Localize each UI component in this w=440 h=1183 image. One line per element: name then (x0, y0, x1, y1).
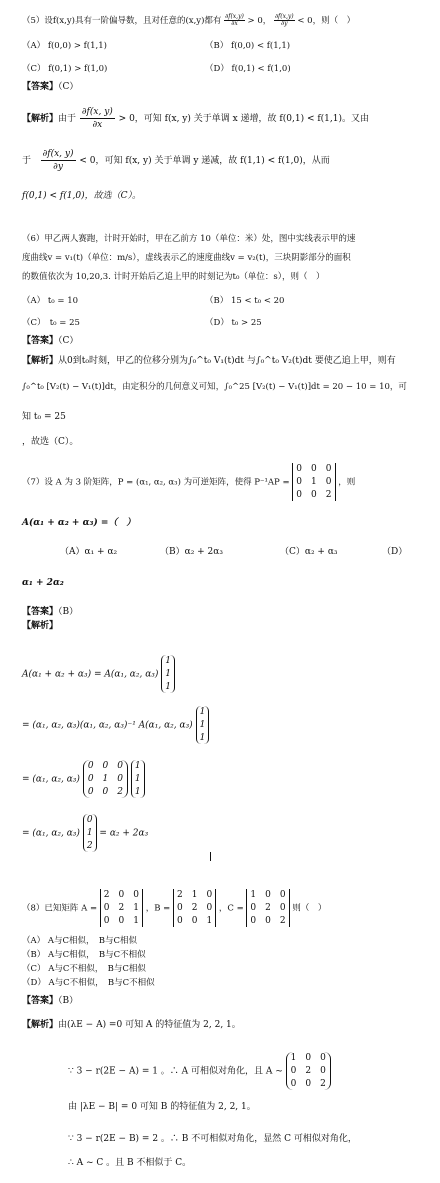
matrix-cell: 2 (305, 1066, 312, 1077)
q7-eq2-lhs: = (α₁, α₂, α₃)(α₁, α₂, α₃)⁻¹ A(α₁, α₂, α₃) (22, 720, 193, 731)
q5-analysis-2a: 于 (22, 156, 32, 167)
vector-cell: 0 (86, 815, 93, 825)
q5-cond2 (274, 14, 295, 27)
matrix-cell: 0 (290, 1066, 297, 1077)
q5-cond1-den: ∂x (231, 20, 238, 27)
vector-cell: 2 (86, 841, 93, 852)
q7-eq1 (22, 655, 175, 693)
q6-analysis-line3: 知 t₀ = 25 (22, 412, 66, 422)
matrix-cell: 0 (279, 903, 286, 914)
matrix-cell: 0 (265, 890, 271, 900)
matrix-cell: 0 (320, 1066, 326, 1077)
matrix-cell: 2 (279, 916, 286, 927)
matrix-cell: 0 (290, 1079, 297, 1090)
q5-analysis-frac1 (80, 106, 115, 131)
q7-eq1-lhs: A(α₁ + α₂ + α₃) = A(α₁, α₂, α₃) (22, 669, 159, 680)
matrix-cell: 1 (191, 890, 198, 900)
matrix-cell: 0 (206, 890, 213, 900)
q7-eq3-lhs: = (α₁, α₂, α₃) (22, 774, 80, 785)
q8-answer-value: （B） (58, 996, 79, 1006)
q7-option-d-value: α₁ + 2α₂ (22, 578, 64, 588)
q5-frac1-num: ∂f(x, y) (80, 106, 115, 119)
q8-analysis-line3: 由 |λE − B| = 0 可知 B 的特征值为 2, 2, 1。 (68, 1102, 256, 1112)
q5-answer (0, 81, 440, 93)
matrix-cell: 0 (311, 490, 317, 501)
matrix-cell: 1 (102, 774, 109, 785)
q7-option-a: （A）α₁ + α₂ (60, 547, 118, 557)
q5-analysis-line2 (0, 148, 440, 173)
q7-ones-vector-2 (196, 706, 210, 744)
q6-analysis-line1 (0, 355, 440, 367)
text-cursor (210, 852, 211, 861)
matrix-cell: 1 (206, 916, 213, 927)
matrix-cell: 0 (103, 916, 110, 927)
matrix-cell: 0 (117, 761, 124, 771)
q5-cond2-num: ∂f(x,y) (274, 13, 294, 20)
q5-frac2-den: ∂y (53, 162, 63, 173)
q8-stem-b: ，B = (145, 903, 171, 914)
q8-analysis-line4: ∵ 3 − r(2E − B) = 2 。∴ B 不可相似对角化，显然 C 可相似对角化， (68, 1134, 357, 1144)
q7-stem-text: （7）设 A 为 3 阶矩阵，P = (α₁, α₂, α₃) 为可逆矩阵，使得 P⁻¹AP = (22, 477, 290, 488)
vector-cell: 1 (165, 682, 171, 693)
q8-analysis-2a: ∵ 3 − r(2E − A) = 1 。∴ A 可相似对角化，且 A ~ (68, 1066, 283, 1077)
vector-cell: 1 (86, 828, 93, 839)
q7-ones-vector (161, 655, 175, 693)
vector-cell: 1 (199, 733, 206, 744)
q7-eq4 (22, 814, 148, 852)
matrix-cell: 0 (206, 903, 213, 914)
q8-analysis-line2 (68, 1052, 331, 1090)
vector-cell: 1 (134, 787, 141, 798)
matrix-cell: 0 (305, 1079, 312, 1090)
q5-frac1-den: ∂x (92, 120, 103, 131)
q5-option-a: （A） f(0,0) > f(1,1) (22, 41, 107, 51)
matrix-cell: 2 (117, 787, 124, 798)
q5-frac2-num: ∂f(x, y) (41, 148, 76, 161)
q7-result-vector (83, 814, 97, 852)
vector-cell: 1 (134, 761, 141, 771)
matrix-cell: 0 (117, 774, 124, 785)
q7-answer-label: 【答案】 (22, 607, 59, 617)
q6-option-c: （C） t₀ = 25 (22, 318, 80, 328)
matrix-cell: 2 (103, 890, 110, 900)
q8-option-b: （B） A与C相似， B与C不相似 (22, 950, 146, 960)
matrix-cell: 0 (102, 761, 109, 771)
q5-cond2-rel: < 0，则（ ） (297, 16, 356, 26)
q6-stem-3: 的数值依次为 10,20,3. 计时开始后乙追上甲的时刻记为t₀（单位：s），则（ ） (22, 272, 325, 282)
vector-cell: 1 (199, 707, 206, 717)
q6-option-d: （D） t₀ > 25 (205, 318, 262, 328)
q8-analysis-1: 由(λE − A) =0 可知 A 的特征值为 2, 2, 1。 (58, 1020, 241, 1030)
q5-analysis-1b: > 0，可知 f(x, y) 关于单调 x 递增，故 f(0,1) < f(1,1)。又由 (118, 114, 370, 125)
q8-option-a: （A） A与C相似， B与C相似 (22, 936, 137, 946)
q5-answer-value: （C） (58, 82, 79, 92)
q5-cond2-den: ∂y (281, 20, 288, 27)
q6-answer (0, 335, 440, 347)
q8-analysis-line5: ∴ A ~ C 。且 B 不相似于 C。 (68, 1158, 192, 1168)
matrix-cell: 0 (296, 490, 303, 501)
q5-cond1-rel: > 0， (247, 16, 272, 26)
q5-cond1 (224, 14, 245, 27)
q7-answer-value: （B） (58, 607, 79, 617)
matrix-cell: 2 (191, 903, 198, 914)
q7-diag-matrix (83, 760, 128, 798)
q8-answer-label: 【答案】 (22, 996, 59, 1006)
matrix-cell: 0 (133, 890, 139, 900)
q5-analysis-1a: 由于 (58, 114, 77, 125)
q7-stem-tail: ，则 (338, 477, 356, 488)
vector-cell: 1 (199, 720, 206, 731)
matrix-cell: 2 (118, 903, 125, 914)
q5-option-c: （C） f(0,1) > f(1,0) (22, 64, 108, 74)
q6-option-b: （B） 15 < t₀ < 20 (205, 296, 285, 306)
matrix-cell: 0 (311, 464, 317, 474)
matrix-cell: 2 (325, 490, 332, 501)
q8-option-c: （C） A与C不相似， B与C相似 (22, 964, 146, 974)
matrix-cell: 0 (250, 916, 257, 927)
matrix-cell: 0 (305, 1053, 312, 1063)
q5-analysis-2b: < 0，可知 f(x, y) 关于单调 y 递减，故 f(1,1) < f(1,0)，从而 (79, 156, 330, 167)
matrix-cell: 0 (118, 890, 125, 900)
q5-analysis-label: 【解析】 (22, 114, 59, 125)
q8-diag-a-matrix (286, 1052, 331, 1090)
q5-analysis-line3: f(0,1) < f(1,0)，故选（C）。 (22, 191, 141, 201)
q6-analysis-label: 【解析】 (22, 356, 59, 366)
q7-stem-matrix (292, 463, 335, 501)
q8-answer (0, 995, 440, 1007)
q7-ones-vector-3 (131, 760, 145, 798)
q7-eq4-lhs: = (α₁, α₂, α₃) (22, 828, 80, 839)
q7-option-c: （C）α₂ + α₃ (280, 547, 338, 557)
matrix-cell: 0 (320, 1053, 326, 1063)
q7-eq4-rhs: = α₂ + 2α₃ (99, 828, 149, 839)
matrix-cell: 0 (191, 916, 198, 927)
matrix-cell: 0 (87, 761, 94, 771)
matrix-cell: 0 (87, 787, 94, 798)
q5-option-d: （D） f(0,1) < f(1,0) (205, 64, 291, 74)
matrix-cell: 0 (102, 787, 109, 798)
q5-analysis-frac2 (41, 148, 76, 173)
q6-answer-label: 【答案】 (22, 336, 59, 346)
matrix-cell: 1 (133, 916, 139, 927)
q6-analysis-1: 从0到t₀时刻，甲乙的位移分别为∫₀^t₀ V₁(t)dt 与∫₀^t₀ V₂(t)dt 要使乙追上甲，则有 (58, 356, 396, 366)
q8-option-d: （D） A与C不相似， B与C不相似 (22, 978, 155, 988)
q8-matrix-a (100, 889, 143, 927)
q7-stem (0, 463, 440, 501)
q8-matrix-c (246, 889, 289, 927)
matrix-cell: 0 (325, 464, 332, 474)
matrix-cell: 2 (176, 890, 183, 900)
matrix-cell: 0 (176, 903, 183, 914)
matrix-cell: 0 (296, 477, 303, 488)
q5-cond1-num: ∂f(x,y) (225, 13, 244, 20)
matrix-cell: 0 (118, 916, 125, 927)
matrix-cell: 0 (176, 916, 183, 927)
q5-answer-label: 【答案】 (22, 82, 59, 92)
q8-analysis-label: 【解析】 (22, 1020, 59, 1030)
matrix-cell: 0 (250, 903, 257, 914)
vector-cell: 1 (165, 669, 171, 680)
matrix-cell: 1 (290, 1053, 297, 1063)
matrix-cell: 1 (250, 890, 257, 900)
matrix-cell: 2 (265, 903, 271, 914)
q8-stem (0, 889, 440, 927)
matrix-cell: 0 (296, 464, 303, 474)
q5-analysis-line1 (0, 106, 440, 131)
q8-stem-c: ，C = (218, 903, 244, 914)
q8-analysis-line1 (0, 1019, 440, 1031)
q7-stem-2: A(α₁ + α₂ + α₃) =（ ） (22, 518, 136, 528)
q6-analysis-line4: ，故选（C）。 (22, 437, 79, 447)
matrix-cell: 1 (133, 903, 139, 914)
q7-option-d: （D） (382, 547, 408, 557)
q6-stem-2: 度曲线v = v₁(t)（单位：m/s），虚线表示乙的速度曲线v = v₂(t)，三块阴影部分的面积 (22, 253, 351, 263)
vector-cell: 1 (134, 774, 141, 785)
q6-answer-value: （C） (58, 336, 79, 346)
q6-option-a: （A） t₀ = 10 (22, 296, 79, 306)
matrix-cell: 2 (320, 1079, 326, 1090)
q6-analysis-line2: ∫₀^t₀ [V₂(t) − V₁(t)]dt，由定积分的几何意义可知，∫₀^25 [V₂(t) − V₁(t)]dt = 20 − 10 = 10，可 (22, 382, 407, 392)
matrix-cell: 0 (103, 903, 110, 914)
matrix-cell: 1 (311, 477, 317, 488)
q7-eq2 (22, 706, 209, 744)
q6-stem-1: （6）甲乙两人赛跑，计时开始时，甲在乙前方 10（单位：米）处，图中实线表示甲的速 (22, 234, 356, 244)
q5-stem (0, 14, 440, 27)
q8-matrix-b (173, 889, 216, 927)
q5-stem-text: （5）设f(x,y)具有一阶偏导数，且对任意的(x,y)都有 (22, 16, 222, 26)
q8-stem-d: 则（ ） (292, 903, 327, 914)
q7-option-b: （B）α₂ + 2α₃ (160, 547, 223, 557)
matrix-cell: 0 (325, 477, 332, 488)
q8-stem-a: （8）已知矩阵 A = (22, 903, 98, 914)
q7-answer (0, 606, 440, 618)
q7-analysis-label: 【解析】 (22, 621, 59, 631)
q7-eq3 (22, 760, 145, 798)
q5-option-b: （B） f(0,0) < f(1,1) (205, 41, 291, 51)
matrix-cell: 0 (279, 890, 286, 900)
matrix-cell: 0 (87, 774, 94, 785)
vector-cell: 1 (165, 656, 171, 666)
matrix-cell: 0 (265, 916, 271, 927)
